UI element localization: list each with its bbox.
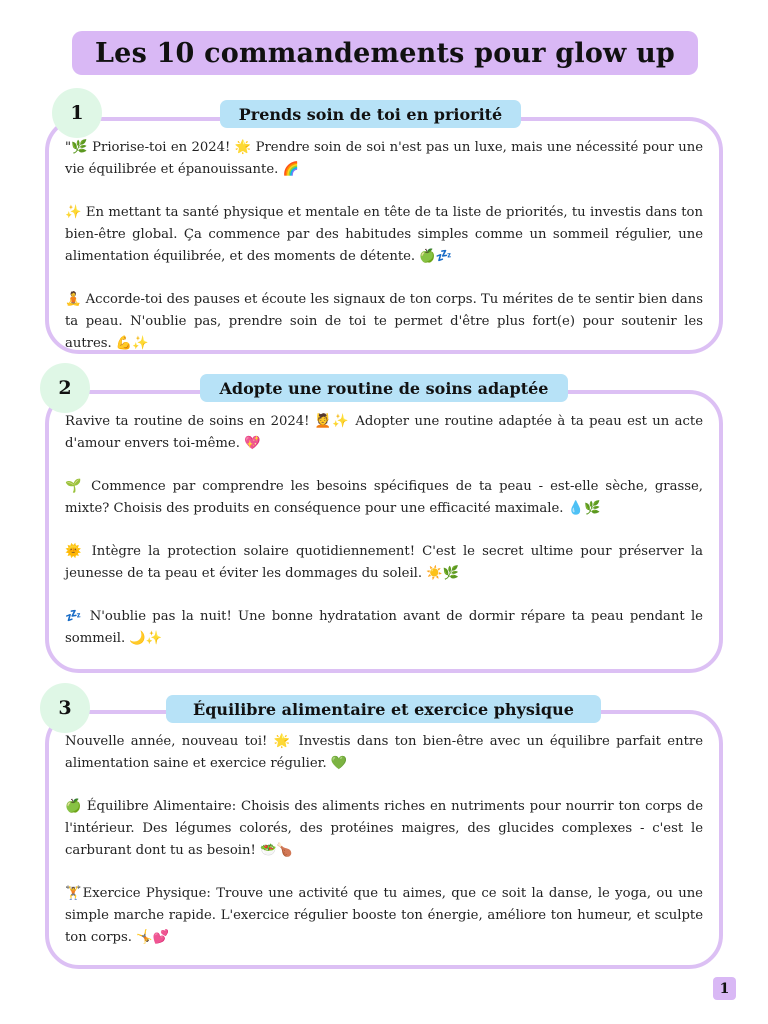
paragraph: 🏋️Exercice Physique: Trouve une activité que tu aimes, que ce soit la danse, le yoga, ou une simple marche rapide. L'exercice régulier booste ton énergie, améliore ton humeur, et sculpte ton corps. 🤸💕 <box>65 886 703 945</box>
paragraph: Ravive ta routine de soins en 2024! 💆✨ Adopter une routine adaptée à ta peau est un acte d'amour envers toi-même. 💖 <box>65 414 703 451</box>
section-number-1: 1 <box>52 88 102 138</box>
section-number-3: 3 <box>40 683 90 733</box>
paragraph: ✨ En mettant ta santé physique et mentale en tête de ta liste de priorités, tu investis dans ton bien-être global. Ça commence par des habitudes simples comme un sommeil régulier, une alimentation équilibrée, et des moments de détente. 🍏💤 <box>65 205 703 264</box>
section-body-2 <box>65 411 703 650</box>
section-heading-1: Prends soin de toi en priorité <box>220 100 521 128</box>
paragraph: 💤 N'oublie pas la nuit! Une bonne hydratation avant de dormir répare ta peau pendant le sommeil. 🌙✨ <box>65 609 703 646</box>
title-banner <box>72 31 698 75</box>
paragraph: 🍏 Équilibre Alimentaire: Choisis des aliments riches en nutriments pour nourrir ton corps de l'intérieur. Des légumes colorés, des protéines maigres, des glucides complexes - c'est le carburant dont tu as besoin! 🥗🍗 <box>65 799 703 858</box>
section-heading-3: Équilibre alimentaire et exercice physique <box>166 695 601 723</box>
section-body-3 <box>65 731 703 949</box>
page-title: Les 10 commandements pour glow up <box>95 37 675 69</box>
paragraph: Nouvelle année, nouveau toi! 🌟 Investis dans ton bien-être avec un équilibre parfait entre alimentation saine et exercice régulier. 💚 <box>65 734 703 771</box>
paragraph: 🧘 Accorde-toi des pauses et écoute les signaux de ton corps. Tu mérites de te sentir bien dans ta peau. N'oublie pas, prendre soin de toi te permet d'être plus fort(e) pour soutenir les autres. 💪✨ <box>65 292 703 351</box>
section-body-1 <box>65 137 703 355</box>
page-number: 1 <box>713 977 736 1000</box>
paragraph: "🌿 Priorise-toi en 2024! 🌟 Prendre soin de soi n'est pas un luxe, mais une nécessité pour une vie équilibrée et épanouissante. 🌈 <box>65 140 703 177</box>
paragraph: 🌱 Commence par comprendre les besoins spécifiques de ta peau - est-elle sèche, grasse, mixte? Choisis des produits en conséquence pour une efficacité maximale. 💧🌿 <box>65 479 703 516</box>
paragraph: 🌞 Intègre la protection solaire quotidiennement! C'est le secret ultime pour préserver la jeunesse de ta peau et éviter les dommages du soleil. ☀️🌿 <box>65 544 703 581</box>
section-number-2: 2 <box>40 363 90 413</box>
section-heading-2: Adopte une routine de soins adaptée <box>200 374 568 402</box>
